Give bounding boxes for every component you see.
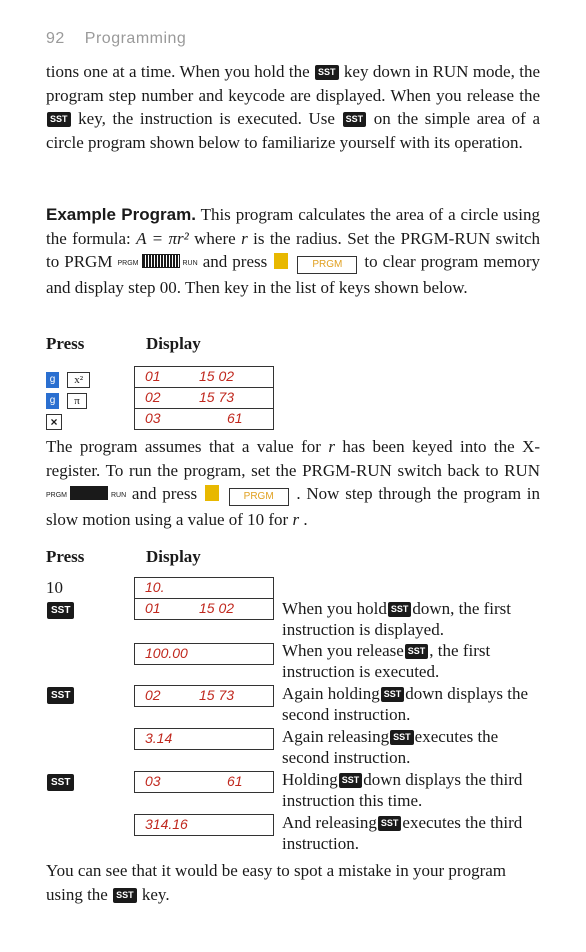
press-entry: 10 — [46, 578, 63, 597]
g-key-icon: g — [46, 372, 59, 388]
prgm-key-icon: PRGM — [297, 256, 357, 274]
section-title: Programming — [84, 30, 187, 47]
sst-key-icon: SST — [388, 602, 412, 617]
prgm-run-switch-icon: PRGM RUN — [118, 252, 198, 276]
press-keys-row — [46, 368, 90, 388]
step-note: Again releasing SST executes the second instruction. — [282, 727, 499, 767]
prgm-run-switch-icon: PRGM RUN — [46, 484, 126, 508]
step-note: Again holding SST down displays the second instruction. — [282, 684, 529, 724]
example-title: Example Program. — [46, 205, 196, 224]
sst-key-icon: SST — [315, 65, 339, 80]
press-keys-row — [46, 685, 75, 705]
step-note: Holding SST down displays the third instruction this time. — [282, 770, 523, 810]
sst-key-icon: SST — [47, 774, 74, 791]
display-readout: 03 61 — [134, 771, 274, 793]
example-paragraph: Example Program. This program calculates the area of a circle using the formula: A = πr² where r is the radius. Set the PRGM-RUN switch to PRGM PRGM RUN and press PRGM to clear program memory and display step 00. Then key in the list of keys shown below. — [46, 205, 541, 297]
sst-key-icon: SST — [390, 730, 414, 745]
f-key-icon — [274, 253, 288, 269]
g-key-icon: g — [46, 393, 59, 409]
sst-key-icon: SST — [113, 888, 137, 903]
press-header: Press — [46, 547, 85, 566]
f-key-icon — [205, 485, 219, 501]
display-readout: 02 15 73 — [134, 685, 274, 707]
step-note: When you hold SST down, the first instruction is displayed. — [282, 599, 512, 639]
sst-key-icon: SST — [343, 112, 367, 127]
sst-key-icon: SST — [47, 687, 74, 704]
display-readout: 10. — [134, 577, 274, 599]
page-number: 92 — [46, 30, 65, 47]
display-header: Display — [146, 334, 201, 353]
display-header: Display — [146, 547, 201, 566]
press-keys-row — [46, 411, 62, 431]
page-header — [46, 30, 186, 48]
multiply-key-icon: × — [46, 414, 62, 430]
sst-key-icon: SST — [339, 773, 363, 788]
step-note: And releasing SST executes the third instruction. — [282, 813, 523, 853]
press-keys-row — [46, 389, 87, 409]
display-readout: 01 15 02 — [134, 366, 274, 388]
press-header: Press — [46, 334, 85, 353]
step-note: When you release SST , the first instruction is executed. — [282, 641, 491, 681]
display-readout: 3.14 — [134, 728, 274, 750]
intro-paragraph: tions one at a time. When you hold the SST key down in RUN mode, the program step number and keycode are displayed. When you release the SST key, the instruction is executed. Use SST on the simple area of a circle program shown below to familiarize yourself with its operation. — [46, 62, 541, 152]
x-squared-key-icon: x² — [67, 372, 90, 388]
display-readout: 03 61 — [134, 408, 274, 430]
footer-paragraph: You can see that it would be easy to spot a mistake in your program using the SST key. — [46, 861, 507, 904]
middle-paragraph: The program assumes that a value for r has been keyed into the X-register. To run the program, set the PRGM-RUN switch back to RUN PRGM RUN and press PRGM . Now step through the program in slow motion using a value of 10 for r . — [46, 437, 541, 529]
sst-key-icon: SST — [378, 816, 402, 831]
display-readout: 02 15 73 — [134, 387, 274, 409]
formula: A = πr² — [136, 228, 189, 248]
press-keys-row — [46, 772, 75, 792]
press-keys-row — [46, 600, 75, 620]
sst-key-icon: SST — [405, 644, 429, 659]
sst-key-icon: SST — [47, 112, 71, 127]
sst-key-icon: SST — [381, 687, 405, 702]
sst-key-icon: SST — [47, 602, 74, 619]
display-readout: 01 15 02 — [134, 598, 274, 620]
display-readout: 100.00 — [134, 643, 274, 665]
pi-key-icon: π — [67, 393, 87, 409]
prgm-key-icon: PRGM — [229, 488, 289, 506]
display-readout: 314.16 — [134, 814, 274, 836]
